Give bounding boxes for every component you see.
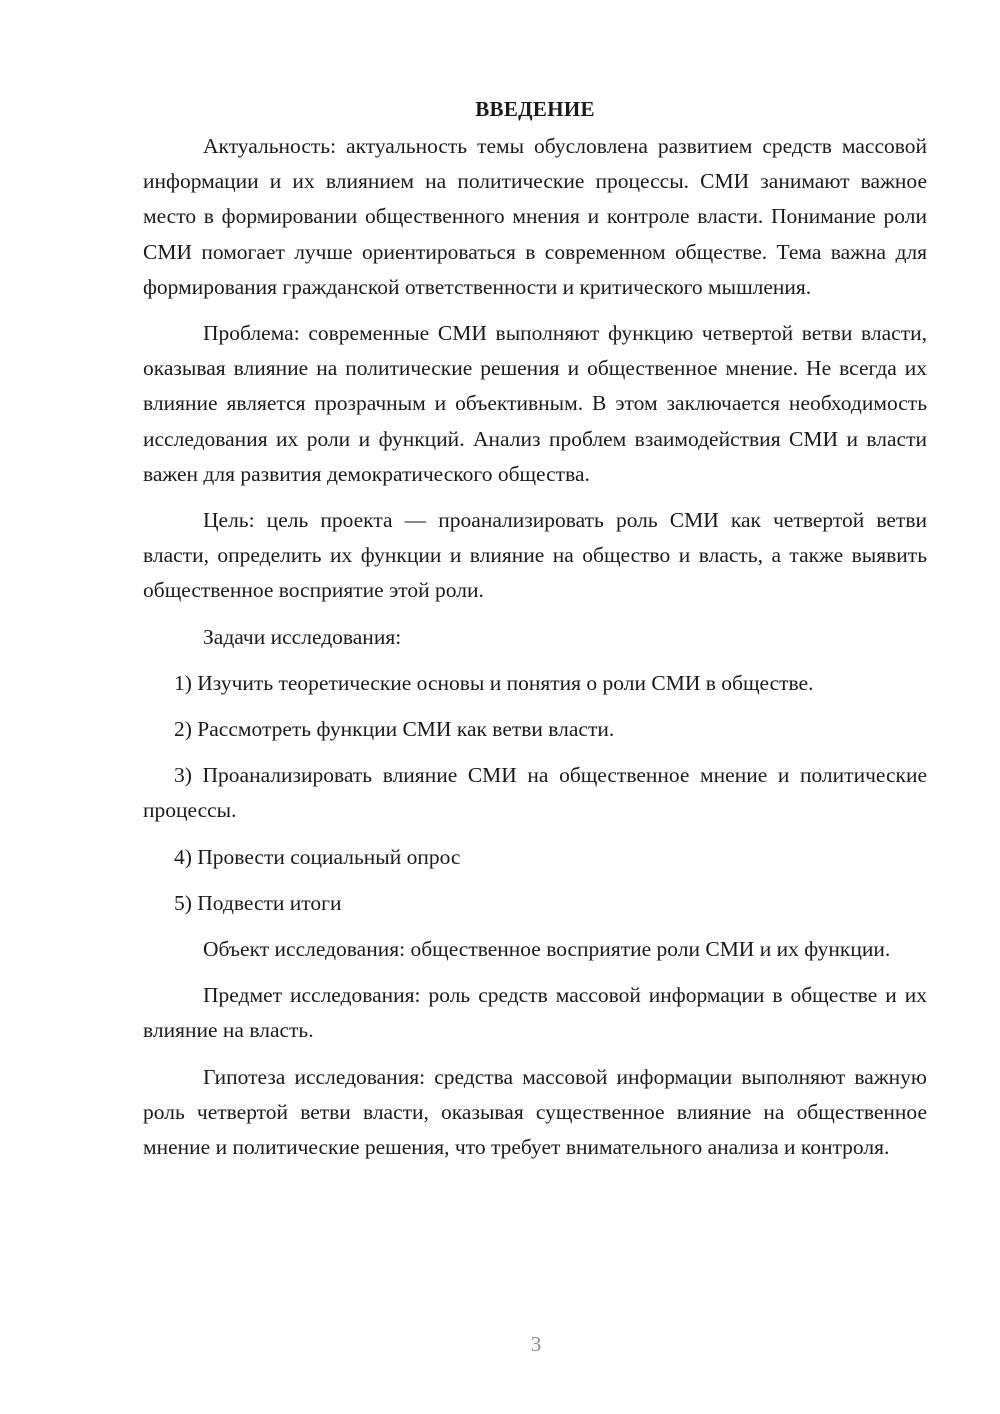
paragraph-relevance: Актуальность: актуальность темы обусловлена развитием средств массовой информации и их влиянием на политические процессы. СМИ занимают важное место в формировании общественного мнения и контроле власти. Понимание роли СМИ помогает лучше ориентироваться в современном обществе. Тема важна для формирования гражданской ответственности и критического мышления. <box>143 134 927 299</box>
task-item-4: 4) Провести социальный опрос <box>174 844 461 869</box>
task-item-1: 1) Изучить теоретические основы и понятия о роли СМИ в обществе. <box>174 670 814 695</box>
paragraph-subject: Предмет исследования: роль средств массовой информации в обществе и их влияние на власть. <box>143 983 927 1043</box>
task-item-3: 3) Проанализировать влияние СМИ на общественное мнение и политические процессы. <box>143 763 927 823</box>
task-item-5: 5) Подвести итоги <box>174 890 342 915</box>
paragraph-goal: Цель: цель проекта — проанализировать роль СМИ как четвертой ветви власти, определить их функции и влияние на общество и власть, а также выявить общественное восприятие этой роли. <box>143 508 927 603</box>
paragraph-object: Объект исследования: общественное восприятие роли СМИ и их функции. <box>203 937 891 962</box>
document-page <box>143 92 927 1176</box>
page-title: ВВЕДЕНИЕ <box>475 97 595 121</box>
paragraph-tasks-heading: Задачи исследования: <box>203 624 402 649</box>
paragraph-problem: Проблема: современные СМИ выполняют функцию четвертой ветви власти, оказывая влияние на политические решения и общественное мнение. Не всегда их влияние является прозрачным и объективным. В этом заключается необходимость исследования их роли и функций. Анализ проблем взаимодействия СМИ и власти важен для развития демократического общества. <box>143 321 927 486</box>
task-item-2: 2) Рассмотреть функции СМИ как ветви власти. <box>174 717 615 742</box>
paragraph-hypothesis: Гипотеза исследования: средства массовой информации выполняют важную роль четвертой ветви власти, оказывая существенное влияние на общественное мнение и политические решения, что требует внимательного анализа и контроля. <box>143 1064 927 1160</box>
page-number: 3 <box>530 1332 542 1356</box>
